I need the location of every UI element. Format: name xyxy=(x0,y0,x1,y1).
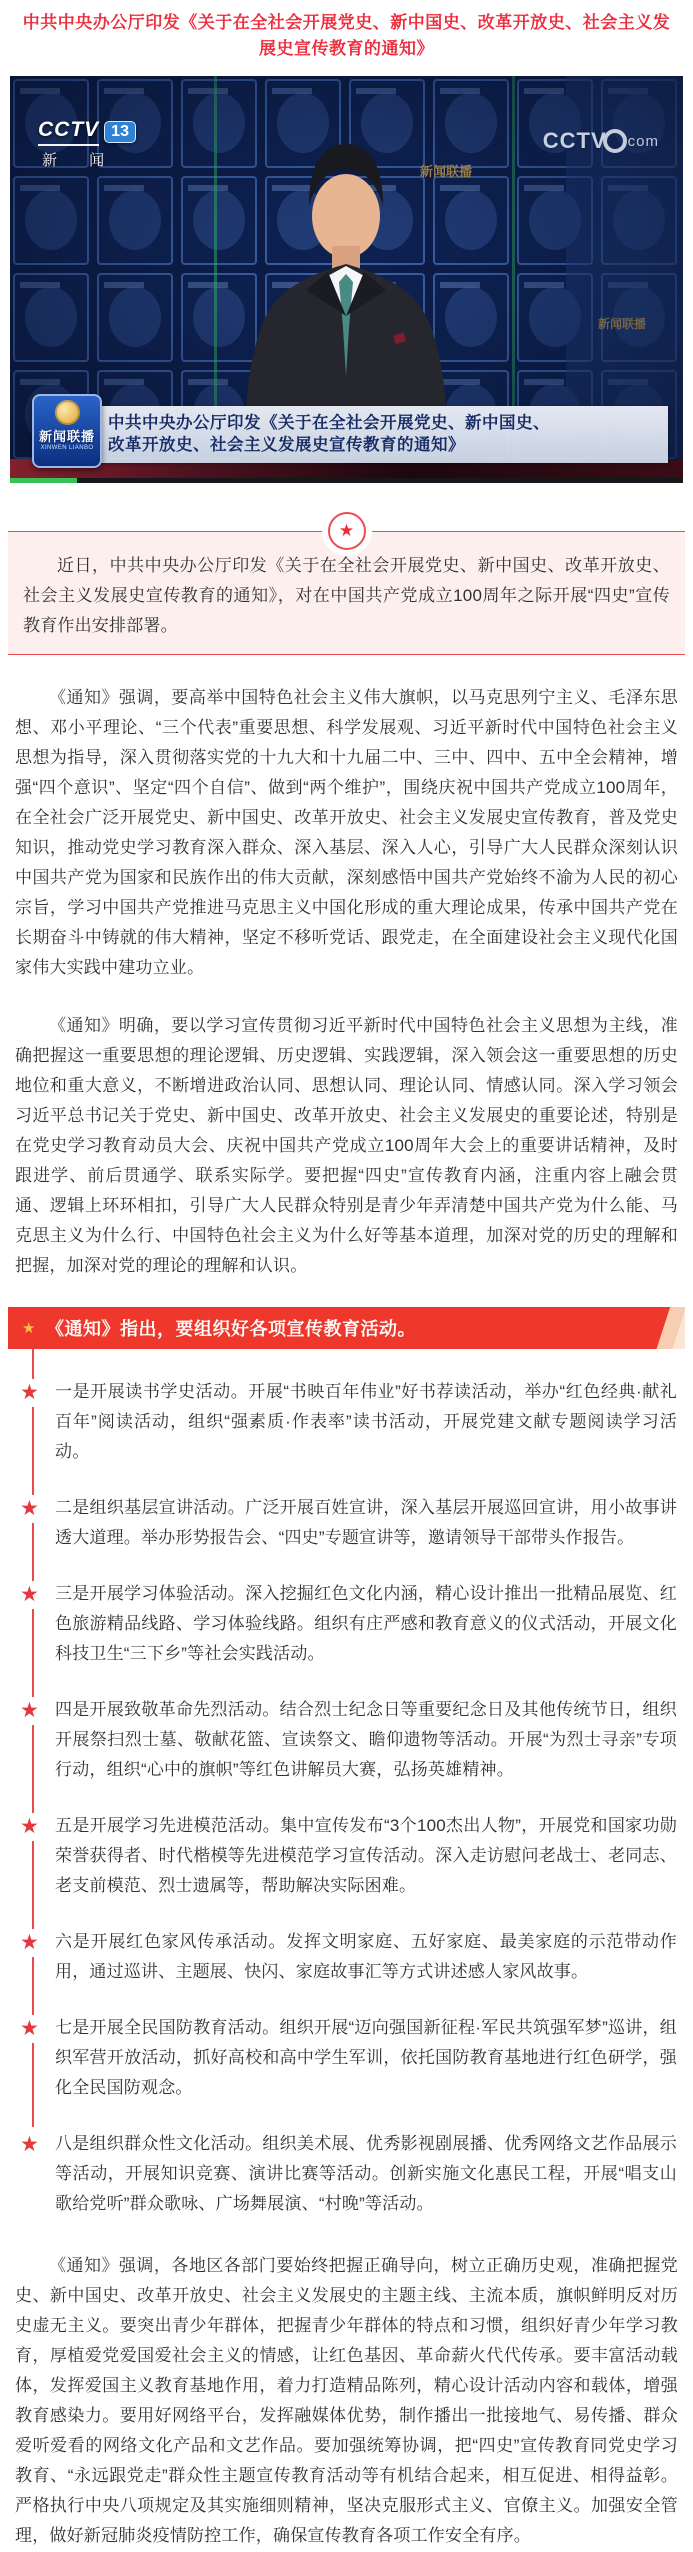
activity-item-text: 四是开展致敬革命先烈活动。结合烈士纪念日等重要纪念日及其他传统节日，组织开展祭扫烈士墓、敬献花篮、宣读祭文、瞻仰遗物等活动。开展“为烈士寻亲”专项行动，组织“心中的旗帜”等红色讲解员大赛，弘扬英雄精神。 xyxy=(55,1700,677,1779)
activity-item xyxy=(8,1377,685,1467)
headline-line-1: 中共中央办公厅印发《关于在全社会开展党史、新中国史、 xyxy=(108,414,550,432)
body-paragraph-1: 《通知》强调，要高举中国特色社会主义伟大旗帜，以马克思列宁主义、毛泽东思想、邓小平理论、“三个代表”重要思想、科学发展观、习近平新时代中国特色社会主义思想为指导，深入贯彻落实党的十九大和十九届二中、三中、四中、五中全会精神，增强“四个意识”、坚定“四个自信”、做到“两个维护”，围绕庆祝中国共产党成立100周年，在全社会广泛开展党史、新中国史、改革开放史、社会主义发展史宣传教育，普及党史知识，推动党史学习教育深入群众、深入基层、深入人心，引导广大人民群众深刻认识中国共产党为国家和民族作出的伟大贡献，深刻感悟中国共产党始终不渝为人民的初心宗旨，学习中国共产党推进马克思主义中国化形成的重大理论成果，传承中国共产党在长期奋斗中铸就的伟大精神，坚定不移听党话、跟党走，在全面建设社会主义现代化国家伟大实践中建功立业。 xyxy=(15,688,678,977)
star-icon: ★ xyxy=(20,1929,39,1957)
star-icon: ★ xyxy=(20,1813,39,1841)
activities-list xyxy=(8,1349,685,2219)
star-circle-icon: ★ xyxy=(328,512,366,550)
xinwen-lianbo-emblem xyxy=(32,394,102,468)
activity-item xyxy=(8,1579,685,1669)
video-progress-fill xyxy=(10,478,77,483)
star-icon: ★ xyxy=(20,2015,39,2043)
closing-paragraph: 《通知》强调，各地区各部门要始终把握正确导向，树立正确历史观，准确把握党史、新中国史、改革开放史、社会主义发展史的主题主线、主流本质，旗帜鲜明反对历史虚无主义。要突出青少年群体，把握青少年群体的特点和习惯，组织好青少年学习教育，厚植爱党爱国爱社会主义的情感，让红色基因、革命薪火代代传承。要丰富活动载体，发挥爱国主义教育基地作用，着力打造精品陈列，精心设计活动内容和载体，增强教育感染力。要用好网络平台，发挥融媒体优势，制作播出一批接地气、易传播、群众爱听爱看的网络文化产品和文艺作品。要加强统筹协调，把“四史”宣传教育同党史学习教育、“永远跟党走”群众性主题宣传教育活动等有机结合起来，相互促进、相得益彰。严格执行中央八项规定及其实施细则精神，坚决克服形式主义、官僚主义。加强安全管理，做好新冠肺炎疫情防控工作，确保宣传教育各项工作安全有序。 xyxy=(15,2256,678,2545)
activity-item-text: 七是开展全民国防教育活动。组织开展“迈向强国新征程·军民共筑强军梦”巡讲，组织军营开放活动，抓好高校和高中学生军训，依托国防教育基地进行红色研学，强化全民国防观念。 xyxy=(55,2018,677,2097)
channel-name-label: 新 闻 xyxy=(42,152,119,169)
activity-item xyxy=(8,1927,685,1987)
intro-highlight-box xyxy=(8,521,685,655)
activity-item-text: 六是开展红色家风传承活动。发挥文明家庭、五好家庭、最美家庭的示范带动作用，通过巡讲、主题展、快闪、家庭故事汇等方式讲述感人家风故事。 xyxy=(55,1932,677,1981)
cctv-com-watermark xyxy=(543,128,659,154)
body-paragraph-2: 《通知》明确，要以学习宣传贯彻习近平新时代中国特色社会主义思想为主线，准确把握这一重要思想的理论逻辑、历史逻辑、实践逻辑，深入领会这一重要思想的历史地位和重大意义，不断增进政治认同、思想认同、理论认同、情感认同。深入学习领会习近平总书记关于党史、新中国史、改革开放史、社会主义发展史的重要论述，特别是在党史学习教育动员大会、庆祝中国共产党成立100周年大会上的重要讲话精神，及时跟进学、前后贯通学、联系实际学。要把握“四史”宣传教育内涵，注重内容上融会贯通、逻辑上环环相扣，引导广大人民群众特别是青少年弄清楚中国共产党为什么能、马克思主义为什么行、中国特色社会主义为什么好等基本道理，加深对党的历史的理解和把握，加深对党的理论的理解和认识。 xyxy=(15,1016,678,1275)
star-icon: ★ xyxy=(20,1379,39,1407)
star-icon: ★ xyxy=(22,1320,36,1337)
video-progress-bar[interactable] xyxy=(10,478,683,483)
watermark-network: CCTV xyxy=(542,128,607,153)
activities-heading: 《通知》指出，要组织好各项宣传教育活动。 xyxy=(45,1319,416,1339)
activities-heading-banner xyxy=(8,1307,685,1349)
activity-item xyxy=(8,1695,685,1785)
activity-item-text: 三是开展学习体验活动。深入挖掘红色文化内涵，精心设计推出一批精品展览、红色旅游精品线路、学习体验线路。组织有庄严感和教育意义的仪式活动，开展文化科技卫生“三下乡”等社会实践活动。 xyxy=(55,1584,677,1663)
intro-paragraph: 近日，中共中央办公厅印发《关于在全社会开展党史、新中国史、改革开放史、社会主义发展史宣传教育的通知》，对在中国共产党成立100周年之际开展“四史”宣传教育作出安排部署。 xyxy=(23,556,670,635)
watermark-ring-icon xyxy=(603,129,627,153)
program-name: 新闻联播 xyxy=(38,429,95,444)
video-player[interactable] xyxy=(10,76,683,483)
activity-item-text: 五是开展学习先进模范活动。集中宣传发布“3个100杰出人物”，开展党和国家功勋荣誉获得者、时代楷模等先进模范学习宣传活动。深入走访慰问老战士、老同志、老支前模范、烈士遗属等，帮助解决实际困难。 xyxy=(55,1816,677,1895)
article xyxy=(0,10,693,2551)
activity-item-text: 二是组织基层宣讲活动。广泛开展百姓宣讲，深入基层开展巡回宣讲，用小故事讲透大道理。举办形势报告会、“四史”专题宣讲等，邀请领导干部带头作报告。 xyxy=(55,1498,677,1547)
star-icon: ★ xyxy=(20,1495,39,1523)
page-title: 中共中央办公厅印发《关于在全社会开展党史、新中国史、改革开放史、社会主义发展史宣传教育的通知》 xyxy=(22,13,671,58)
channel-number-badge: 13 xyxy=(104,121,136,143)
star-icon: ★ xyxy=(20,1581,39,1609)
watermark-suffix: com xyxy=(627,132,659,150)
channel-logo-row xyxy=(38,118,136,146)
activity-item-text: 一是开展读书学史活动。开展“书映百年伟业”好书荐读活动，举办“红色经典·献礼百年”阅读活动，组织“强素质·作表率”读书活动，开展党建文献专题阅读学习活动。 xyxy=(55,1382,677,1461)
activity-item xyxy=(8,1493,685,1553)
activity-item xyxy=(8,2129,685,2219)
star-icon: ★ xyxy=(20,1697,39,1725)
program-name-latin: XINWEN LIANBO xyxy=(40,445,94,451)
star-icon: ★ xyxy=(20,2131,39,2159)
channel-logo xyxy=(38,118,136,170)
cctv-logo-text: CCTV xyxy=(38,118,99,146)
activity-item xyxy=(8,1811,685,1901)
activity-item xyxy=(8,2013,685,2103)
headline-line-2: 改革开放史、社会主义发展史宣传教育的通知》 xyxy=(108,436,465,454)
globe-icon xyxy=(55,400,80,425)
lower-third-banner xyxy=(96,406,668,463)
activity-item-text: 八是组织群众性文化活动。组织美术展、优秀影视剧展播、优秀网络文艺作品展示等活动，开展知识竞赛、演讲比赛等活动。创新实施文化惠民工程，开展“唱支山歌给党听”群众歌咏、广场舞展演、“村晚”等活动。 xyxy=(55,2134,677,2213)
